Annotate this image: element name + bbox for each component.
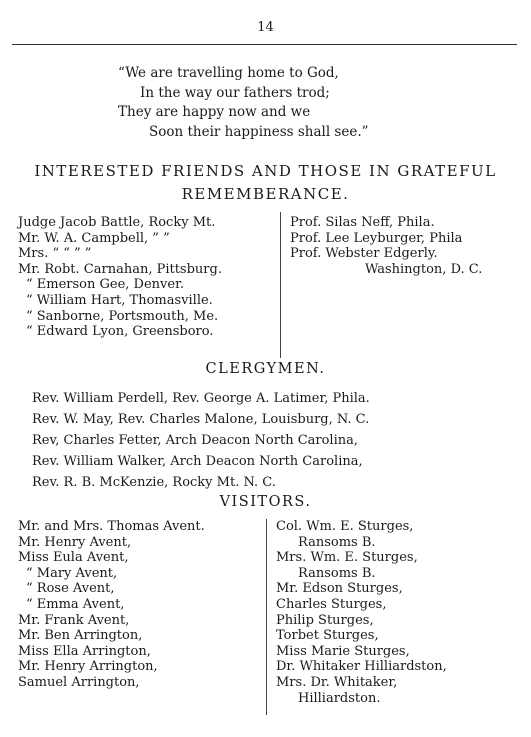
list-item: Charles Sturges, [276, 596, 387, 612]
list-item: Mr. Robt. Carnahan, Pittsburg. [18, 261, 222, 277]
list-item: “ Mary Avent, [26, 565, 118, 581]
list-item: Ransoms B. [298, 565, 376, 581]
friends-heading [0, 160, 531, 206]
visitors-left-column [18, 519, 205, 691]
list-item: “ Sanborne, Portsmouth, Me. [26, 308, 219, 324]
list-item: Rev. W. May, Rev. Charles Malone, Louisburg, N. C. [32, 412, 370, 427]
friends-right-column [290, 215, 482, 277]
page-number: 14 [257, 20, 274, 35]
list-item: Mr. Edson Sturges, [276, 581, 403, 597]
list-item: Mr. Ben Arrington, [18, 628, 143, 644]
list-item: Rev. William Walker, Arch Deacon North Carolina, [32, 454, 363, 469]
list-item: Prof. Lee Leyburger, Phila [290, 230, 463, 246]
list-item: Judge Jacob Battle, Rocky Mt. [18, 215, 216, 230]
list-item: Mrs. Dr. Whitaker, [276, 674, 398, 690]
list-item: Rev. William Perdell, Rev. George A. Latimer, Phila. [32, 391, 370, 406]
friends-left-column [18, 215, 222, 340]
list-item: Col. Wm. E. Sturges, [276, 519, 414, 534]
column-divider [266, 519, 267, 715]
poem-line: In the way our fathers trod; [140, 84, 330, 101]
list-item: Dr. Whitaker Hilliardston, [276, 659, 447, 675]
list-item: Miss Eula Avent, [18, 550, 129, 566]
list-item: Mr. Henry Avent, [18, 534, 132, 550]
list-item: Hilliardston. [298, 690, 381, 706]
poem-line: “We are travelling home to God, [118, 65, 339, 81]
visitors-right-column [276, 519, 447, 706]
list-item: Samuel Arrington, [18, 674, 140, 690]
list-item: “ Emma Avent, [26, 596, 125, 612]
list-item: Mrs. Wm. E. Sturges, [276, 550, 418, 566]
list-item: Miss Marie Sturges, [276, 643, 410, 659]
list-item: Mr. Frank Avent, [18, 612, 130, 628]
list-item: “ Rose Avent, [26, 581, 115, 597]
list-item: Mr. and Mrs. Thomas Avent. [18, 519, 205, 534]
list-item: Miss Ella Arrington, [18, 643, 151, 659]
list-item: Mrs. “ “ ” ” [18, 246, 92, 262]
list-item: Rev. R. B. McKenzie, Rocky Mt. N. C. [32, 475, 276, 490]
list-item: Mr. Henry Arrington, [18, 659, 158, 675]
friends-heading-line2: REMEMBERANCE. [181, 185, 350, 203]
clergymen-heading: CLERGYMEN. [205, 361, 326, 377]
list-item: Rev, Charles Fetter, Arch Deacon North Carolina, [32, 433, 359, 448]
friends-heading-line1: INTERESTED FRIENDS AND THOSE IN GRATEFUL [34, 162, 497, 180]
header-rule [12, 44, 517, 45]
visitors-heading: VISITORS. [219, 494, 312, 510]
list-item: Washington, D. C. [365, 261, 483, 277]
poem-line: They are happy now and we [118, 104, 311, 120]
poem-line: Soon their happiness shall see.” [149, 123, 369, 140]
column-divider [280, 212, 281, 358]
list-item: Philip Sturges, [276, 612, 374, 628]
list-item: “ Emerson Gee, Denver. [26, 277, 184, 293]
list-item: Prof. Silas Neff, Phila. [290, 215, 435, 230]
list-item: Torbet Sturges, [276, 628, 379, 644]
poem-stanza [118, 64, 369, 142]
list-item: Prof. Webster Edgerly. [290, 246, 438, 262]
clergymen-list [32, 388, 370, 493]
list-item: Ransoms B. [298, 534, 376, 550]
list-item: “ William Hart, Thomasville. [26, 292, 213, 308]
list-item: “ Edward Lyon, Greensboro. [26, 324, 214, 340]
list-item: Mr. W. A. Campbell, ” ” [18, 230, 170, 246]
